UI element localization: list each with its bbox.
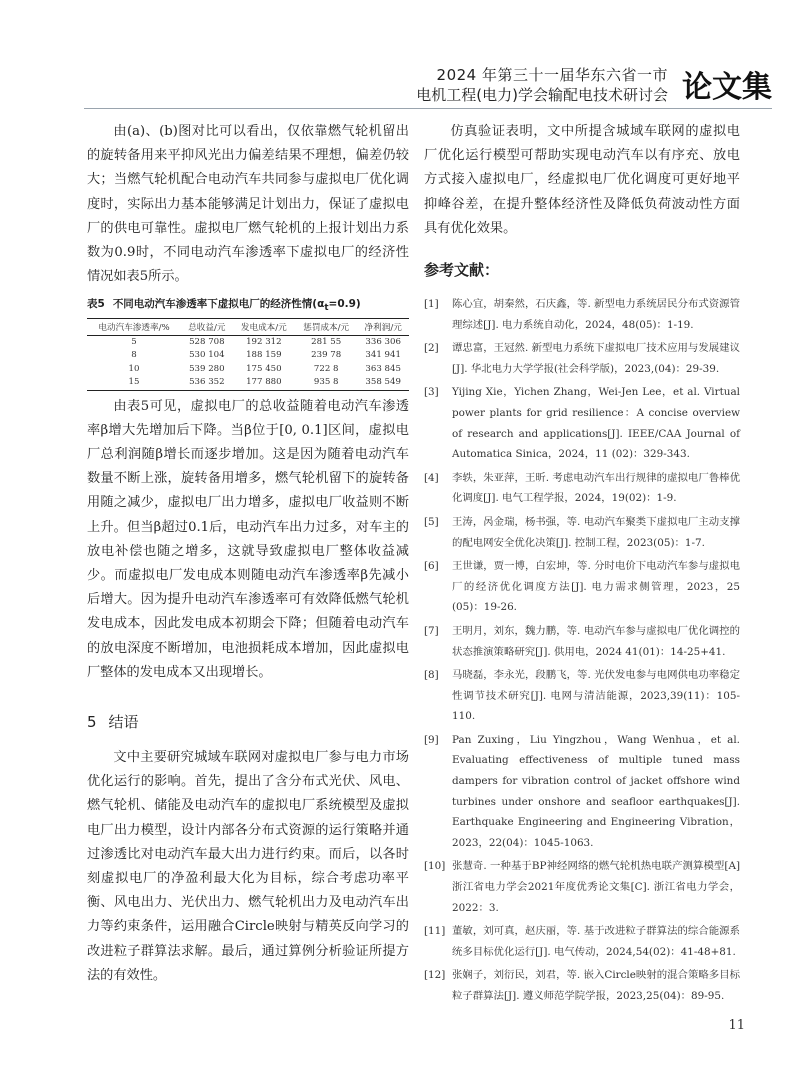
table-cell: 10 <box>128 363 140 374</box>
reference-text: 谭忠富，王冠然. 新型电力系统下虚拟电厂技术应用与发展建议[J]. 华北电力大学学报(社会科学版)，2023,(04)：29-39. <box>452 342 740 375</box>
table-cell: 5 <box>131 336 137 347</box>
header-divider <box>84 108 772 109</box>
table-cell: 722 8 <box>313 363 339 374</box>
reference-number: [10] <box>424 860 446 873</box>
economics-table <box>87 318 409 391</box>
reference-text: 王明月，刘东，魏力鹏，等. 电动汽车参与虚拟电厂优化调控的状态推演策略研究[J]. 供用电，2024 41(01)：14-25+41. <box>452 624 740 658</box>
table-cell: 192 312 <box>246 336 282 347</box>
table-row <box>87 349 409 363</box>
table-cell: 539 280 <box>189 363 225 374</box>
table-cell: 341 941 <box>365 350 401 361</box>
reference-number: [2] <box>424 342 439 355</box>
reference-text: 张慧奇. 一种基于BP神经网络的燃气轮机热电联产测算模型[A]浙江省电力学会2021年度优秀论文集[C]. 浙江省电力学会，2022：3. <box>452 860 740 914</box>
paragraph-simulation-summary: 仿真验证表明，文中所提含城域车联网的虚拟电厂优化运行模型可帮助实现电动汽车以有序充、放电方式接入虚拟电厂，经虚拟电厂优化调度可更好地平抑峰谷差，在提升整体经济性及降低负荷波动性方面具有优化效果。 <box>424 124 740 236</box>
reference-number: [7] <box>424 624 439 637</box>
reference-number: [8] <box>424 669 439 682</box>
col-header-generation-cost: 发电成本/元 <box>233 318 295 335</box>
conference-subtitle: 电机工程(电力)学会输配电技术研讨会 <box>416 86 668 104</box>
reference-text: 马晓磊，李永光，段鹏飞，等. 光伏发电参与电网供电功率稳定性调节技术研究[J]. 电网与清洁能源，2023,39(11)：105-110. <box>452 669 740 723</box>
reference-number: [3] <box>424 386 439 399</box>
table-cell: 281 55 <box>311 336 342 347</box>
paragraph-table-analysis: 由表5可见，虚拟电厂的总收益随着电动汽车渗透率β增大先增加后下降。当β位于[0, 0.1]区间，虚拟电厂总利润随β增长而逐步增加。这是因为随着电动汽车数量不断上涨，旋转备用增多，燃气轮机留下的旋转备用随之减少，虚拟电厂出力增多，虚拟电厂收益则不断上升。但当β超过0.1后，电动汽车出力过多，对车主的放电补偿也随之增多，这就导致虚拟电厂整体收益减少。而虚拟电厂发电成本则随电动汽车渗透率β先减小后增大。因为提升电动汽车渗透率可有效降低燃气轮机发电成本，因此发电成本初期会下降；但随着电动汽车的放电深度不断增加，电池损耗成本增加，因此虚拟电厂整体的发电成本又出现增长。 <box>87 398 409 680</box>
reference-item <box>424 921 740 962</box>
paragraph-comparison: 由(a)、(b)图对比可以看出，仅依靠燃气轮机留出的旋转备用来平抑风光出力偏差结果不理想，偏差仍较大；当燃气轮机配合电动汽车共同参与虚拟电厂优化调度时，实际出力基本能够满足计划出力，保证了虚拟电厂的供电可靠性。虚拟电厂燃气轮机的上报计划出力系数为0.9时，不同电动汽车渗透率下虚拟电厂的经济性情况如表5所示。 <box>87 124 409 285</box>
section-title: 结语 <box>108 712 139 731</box>
table-caption <box>87 296 409 313</box>
reference-text: Yijing Xie，Yichen Zhang，Wei-Jen Lee，et al. Virtual power plants for grid resilience：A concise overview of research and applications[J]. IEEE/CAA Journal of Automatica Sinica，2024，11 (02)：329-343. <box>452 386 740 461</box>
col-header-penetration: 电动汽车渗透率/% <box>87 318 181 335</box>
reference-item <box>424 856 740 918</box>
reference-text: 陈心宜，胡秦然，石庆鑫，等. 新型电力系统居民分布式资源管理综述[J]. 电力系统自动化，2024，48(05)：1-19. <box>452 298 740 331</box>
reference-item <box>424 730 740 854</box>
conference-title: 2024 年第三十一届华东六省一市 <box>436 66 668 84</box>
table-cell: 530 104 <box>189 350 225 361</box>
table-cell: 536 352 <box>189 377 225 388</box>
reference-item <box>424 338 740 379</box>
page-number: 11 <box>728 1018 745 1033</box>
reference-item <box>424 556 740 618</box>
reference-text: 董敏，刘可真，赵庆丽，等. 基于改进粒子群算法的综合能源系统多目标优化运行[J]. 电气传动，2024,54(02)：41-48+81. <box>452 925 740 958</box>
right-column <box>424 120 740 1010</box>
reference-item <box>424 965 740 1006</box>
table-cell: 239 78 <box>311 350 342 361</box>
table-cell: 175 450 <box>246 363 282 374</box>
table-header-row <box>87 318 409 335</box>
proceedings-label: 论文集 <box>682 70 772 105</box>
reference-number: [6] <box>424 560 439 573</box>
table-number: 表5 <box>87 298 105 311</box>
reference-item <box>424 468 740 509</box>
col-header-revenue: 总收益/元 <box>181 318 233 335</box>
table-cell: 935 8 <box>313 377 339 388</box>
reference-number: [11] <box>424 925 446 938</box>
table-title-tail: =0.9) <box>328 298 361 311</box>
table-row <box>87 335 409 349</box>
paragraph-conclusion: 文中主要研究城域车联网对虚拟电厂参与电力市场优化运行的影响。首先，提出了含分布式光伏、风电、燃气轮机、储能及电动汽车的虚拟电厂系统模型及虚拟电厂出力模型，设计内部各分布式资源的运行策略并通过渗透比对电动汽车最大出力进行约束。而后，以各时刻虚拟电厂的净盈利最大化为目标，综合考虑功率平衡、风电出力、光伏出力、燃气轮机出力及电动汽车出力等约束条件，运用融合Circle映射与精英反向学习的改进粒子群算法求解。最后，通过算例分析验证所提方法的有效性。 <box>87 749 409 983</box>
table-row <box>87 376 409 390</box>
reference-text: 张娴子，刘衍民，刘君，等. 嵌入Circle映射的混合策略多目标粒子群算法[J]. 遵义师范学院学报，2023,25(04)：89-95. <box>452 969 740 1003</box>
reference-number: [9] <box>424 733 439 746</box>
reference-text: 李轶，朱亚萍，王昕. 考虑电动汽车出行规律的虚拟电厂鲁棒优化调度[J]. 电气工程学报，2024，19(02)：1-9. <box>452 471 740 505</box>
reference-list <box>424 294 740 1007</box>
section-number: 5 <box>87 712 97 731</box>
reference-item <box>424 665 740 727</box>
col-header-net-profit: 净利润/元 <box>357 318 409 335</box>
reference-text: 王涛，呙金瑞，杨书强，等. 电动汽车聚类下虚拟电厂主动支撑的配电网安全优化决策[J]. 控制工程，2023(05)：1-7. <box>452 515 740 549</box>
section-heading <box>87 711 409 732</box>
table-row <box>87 363 409 377</box>
reference-number: [1] <box>424 298 439 311</box>
references-heading: 参考文献： <box>424 261 500 280</box>
reference-number: [4] <box>424 471 439 484</box>
left-column <box>87 120 409 988</box>
table-cell: 358 549 <box>365 377 401 388</box>
table-title-subscript: t <box>324 303 329 314</box>
table-cell: 188 159 <box>246 350 282 361</box>
table-cell: 528 708 <box>189 336 225 347</box>
reference-text: Pan Zuxing，Liu Yingzhou，Wang Wenhua，et al. Evaluating effectiveness of multiple tuned mass dampers for vibration control of jacket offshore wind turbines under onshore and seafloor earthquakes[J]. Earthquake Engineering and Engineering Vibration，2023，22(04)：1045-1063. <box>452 733 740 849</box>
table-cell: 15 <box>128 377 140 388</box>
table-cell: 8 <box>131 350 137 361</box>
table-cell: 177 880 <box>246 377 282 388</box>
reference-number: [5] <box>424 515 439 528</box>
col-header-penalty-cost: 惩罚成本/元 <box>295 318 357 335</box>
table-cell: 363 845 <box>365 363 401 374</box>
reference-item <box>424 294 740 335</box>
table-cell: 336 306 <box>365 336 401 347</box>
reference-item <box>424 382 740 464</box>
reference-item <box>424 512 740 553</box>
page-header <box>0 0 800 110</box>
reference-number: [12] <box>424 969 446 982</box>
table-title: 不同电动汽车渗透率下虚拟电厂的经济性情(α <box>112 298 325 311</box>
reference-item <box>424 621 740 662</box>
reference-text: 王世谦，贾一博，白宏坤，等. 分时电价下电动汽车参与虚拟电厂的经济优化调度方法[J]. 电力需求侧管理，2023，25 (05)：19-26. <box>452 560 740 614</box>
